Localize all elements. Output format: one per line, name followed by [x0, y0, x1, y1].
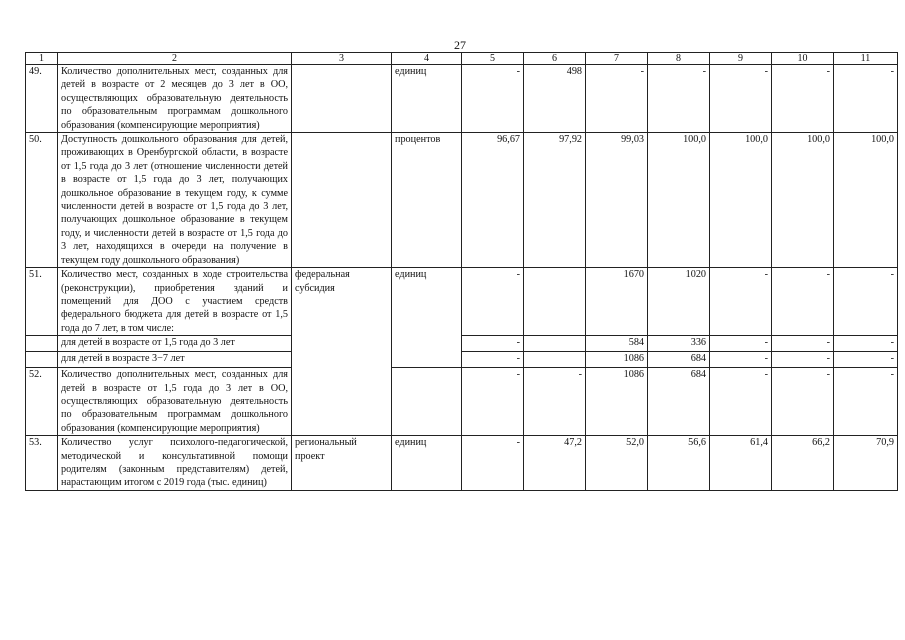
value-cell: 584 — [586, 336, 648, 352]
value-cell: 100,0 — [772, 133, 834, 268]
table-row — [26, 336, 898, 352]
value-cell: - — [462, 65, 524, 133]
value-cell: 61,4 — [710, 436, 772, 491]
table-row — [26, 352, 898, 368]
value-cell: 498 — [524, 65, 586, 133]
value-cell: 1020 — [648, 268, 710, 336]
unit-cell: единиц — [392, 65, 462, 133]
row-number: 50. — [26, 133, 58, 268]
value-cell: - — [710, 65, 772, 133]
indicator-description: Количество дополнительных мест, созданных для детей в возрасте от 1,5 года до 3 лет в ОО, осуществляющих образовательную деятельность по образовательным программам дошкольного образования (компенсирующие мероприятия) — [58, 368, 292, 436]
row-number: 51. — [26, 268, 58, 336]
value-cell: 56,6 — [648, 436, 710, 491]
unit-cell: процентов — [392, 133, 462, 268]
value-cell: 336 — [648, 336, 710, 352]
value-cell: - — [710, 352, 772, 368]
header-cell: 8 — [648, 53, 710, 65]
value-cell: - — [772, 268, 834, 336]
value-cell: - — [648, 65, 710, 133]
header-cell: 2 — [58, 53, 292, 65]
row-number: 52. — [26, 368, 58, 436]
row-number — [26, 336, 58, 352]
value-cell — [524, 336, 586, 352]
value-cell: 97,92 — [524, 133, 586, 268]
value-cell: - — [772, 336, 834, 352]
value-cell: - — [462, 352, 524, 368]
value-cell: - — [710, 368, 772, 436]
indicator-description: Количество мест, созданных в ходе строительства (реконструкции), приобретения зданий и помещений для ДОО с участием средств федерального бюджета для детей в возрасте от 1,5 года до 7 лет, в том числе: — [58, 268, 292, 336]
value-cell — [524, 352, 586, 368]
value-cell: - — [462, 368, 524, 436]
value-cell: 70,9 — [834, 436, 898, 491]
header-row — [26, 53, 898, 65]
funding-source — [292, 133, 392, 268]
header-cell: 10 — [772, 53, 834, 65]
table-row — [26, 368, 898, 436]
value-cell: - — [524, 368, 586, 436]
value-cell: 684 — [648, 352, 710, 368]
value-cell: 1670 — [586, 268, 648, 336]
value-cell: 66,2 — [772, 436, 834, 491]
table-row — [26, 133, 898, 268]
value-cell: 1086 — [586, 368, 648, 436]
value-cell: - — [834, 268, 898, 336]
page-number: 27 — [454, 38, 466, 52]
header-cell: 7 — [586, 53, 648, 65]
header-cell: 1 — [26, 53, 58, 65]
unit-cell — [392, 368, 462, 436]
value-cell: 47,2 — [524, 436, 586, 491]
value-cell: - — [462, 436, 524, 491]
header-cell: 4 — [392, 53, 462, 65]
value-cell: - — [772, 368, 834, 436]
unit-cell: единиц — [392, 268, 462, 368]
row-number: 49. — [26, 65, 58, 133]
indicator-description: для детей в возрасте 3−7 лет — [58, 352, 292, 368]
value-cell: - — [834, 65, 898, 133]
header-cell: 5 — [462, 53, 524, 65]
value-cell: 99,03 — [586, 133, 648, 268]
unit-cell: единиц — [392, 436, 462, 491]
value-cell: 684 — [648, 368, 710, 436]
value-cell: - — [710, 268, 772, 336]
header-cell: 11 — [834, 53, 898, 65]
indicator-description: Количество дополнительных мест, созданных для детей в возрасте от 2 месяцев до 3 лет в ОО, осуществляющих образовательную деятельность по образовательным программам дошкольного образования (компенсирующие мероприятия) — [58, 65, 292, 133]
value-cell: - — [834, 336, 898, 352]
table-row — [26, 65, 898, 133]
indicator-description: Количество услуг психолого-педагогической, методической и консультативной помощи родителям (законным представителям) детей, нарастающим итогом с 2019 года (тыс. единиц) — [58, 436, 292, 491]
value-cell: 1086 — [586, 352, 648, 368]
value-cell: - — [462, 268, 524, 336]
funding-source: региональный проект — [292, 436, 392, 491]
indicators-table — [25, 52, 898, 491]
funding-source: федеральная субсидия — [292, 268, 392, 436]
value-cell: 100,0 — [834, 133, 898, 268]
value-cell: - — [834, 368, 898, 436]
header-cell: 9 — [710, 53, 772, 65]
table-row — [26, 436, 898, 491]
value-cell: 100,0 — [648, 133, 710, 268]
row-number: 53. — [26, 436, 58, 491]
row-number — [26, 352, 58, 368]
value-cell: - — [772, 65, 834, 133]
value-cell: 100,0 — [710, 133, 772, 268]
value-cell — [524, 268, 586, 336]
value-cell: - — [462, 336, 524, 352]
funding-source — [292, 65, 392, 133]
value-cell: - — [772, 352, 834, 368]
value-cell: 52,0 — [586, 436, 648, 491]
value-cell: - — [586, 65, 648, 133]
table-row — [26, 268, 898, 336]
indicator-description: Доступность дошкольного образования для детей, проживающих в Оренбургской области, в возрасте от 1,5 года до 3 лет (отношение численности детей в возрасте от 1,5 года до 3 лет, получающих дошкольное образование в текущем году, к сумме численности детей в возрасте от 1,5 года до 3 лет, получающих дошкольное образование в текущем году, и численности детей в возрасте от 1,5 года до 3 лет, находящихся в очереди на получение в текущем году дошкольного образования) — [58, 133, 292, 268]
indicator-description: для детей в возрасте от 1,5 года до 3 лет — [58, 336, 292, 352]
header-cell: 3 — [292, 53, 392, 65]
value-cell: 96,67 — [462, 133, 524, 268]
header-cell: 6 — [524, 53, 586, 65]
value-cell: - — [834, 352, 898, 368]
value-cell: - — [710, 336, 772, 352]
